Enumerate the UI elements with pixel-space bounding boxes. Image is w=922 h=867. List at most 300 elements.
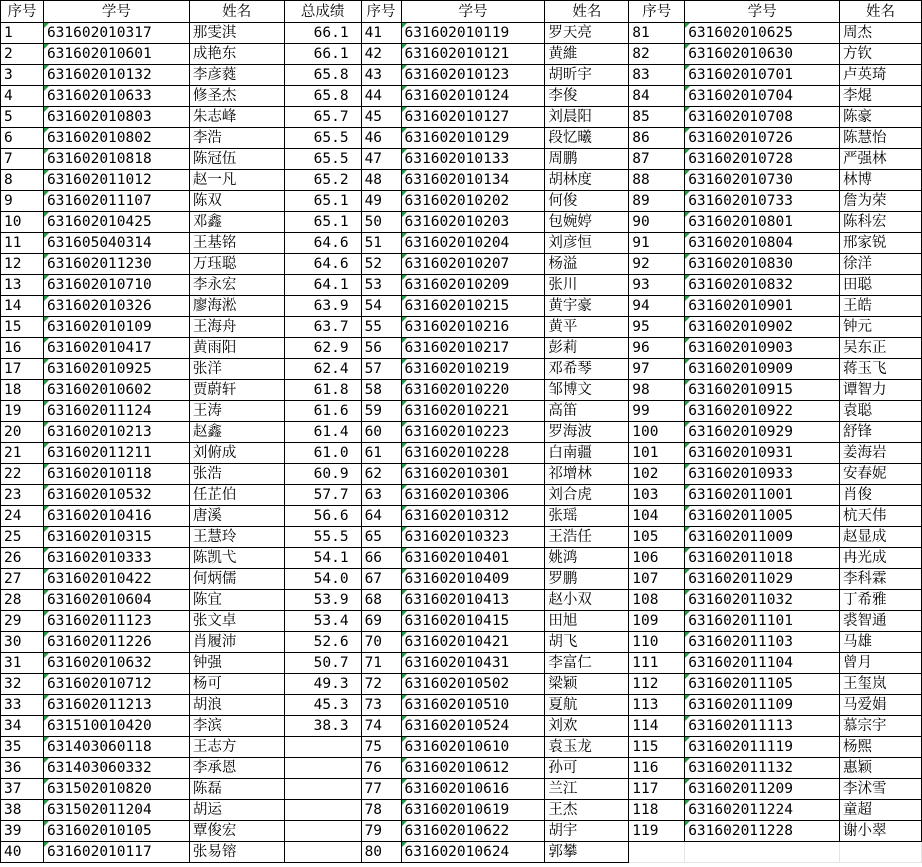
student-id-cell[interactable]: 631602010733 [685,191,840,212]
student-id-cell[interactable]: 631602011113 [685,716,840,737]
student-id-cell[interactable]: 631602010317 [43,23,189,44]
student-id-cell[interactable]: 631602010712 [43,674,189,695]
seq-cell[interactable]: 26 [1,548,44,569]
student-id-cell[interactable]: 631602011211 [43,443,189,464]
seq-cell[interactable]: 90 [629,212,685,233]
student-id-cell[interactable]: 631602010425 [43,212,189,233]
student-id-cell[interactable]: 631602010306 [401,485,545,506]
name-cell[interactable]: 罗鹏 [545,569,629,590]
seq-cell[interactable]: 60 [361,422,401,443]
seq-cell[interactable]: 35 [1,737,44,758]
seq-cell[interactable]: 46 [361,128,401,149]
student-id-cell[interactable]: 631602010134 [401,170,545,191]
score-cell[interactable]: 65.5 [284,149,361,170]
seq-cell[interactable]: 76 [361,758,401,779]
header-id[interactable]: 学号 [401,1,545,23]
seq-cell[interactable]: 110 [629,632,685,653]
student-id-cell[interactable]: 631602011105 [685,674,840,695]
seq-cell[interactable]: 112 [629,674,685,695]
student-id-cell[interactable]: 631602010633 [43,86,189,107]
student-id-cell[interactable]: 631510010420 [43,716,189,737]
name-cell[interactable]: 陈豪 [840,107,922,128]
score-cell[interactable]: 63.7 [284,317,361,338]
name-cell[interactable]: 李彦蕤 [189,65,284,86]
name-cell[interactable]: 王皓 [840,296,922,317]
student-id-cell[interactable]: 631602011119 [685,737,840,758]
seq-cell[interactable]: 89 [629,191,685,212]
student-id-cell[interactable]: 631602010929 [685,422,840,443]
name-cell[interactable]: 孙可 [545,758,629,779]
seq-cell[interactable]: 40 [1,842,44,863]
student-id-cell[interactable]: 631602010431 [401,653,545,674]
student-id-cell[interactable]: 631602010209 [401,275,545,296]
student-id-cell[interactable]: 631602010704 [685,86,840,107]
seq-cell[interactable]: 114 [629,716,685,737]
score-cell[interactable] [284,737,361,758]
seq-cell[interactable]: 27 [1,569,44,590]
student-id-cell[interactable]: 631602010203 [401,212,545,233]
score-cell[interactable] [284,842,361,863]
seq-cell[interactable]: 3 [1,65,44,86]
student-id-cell[interactable]: 631602011124 [43,401,189,422]
seq-cell[interactable]: 91 [629,233,685,254]
name-cell[interactable]: 王海舟 [189,317,284,338]
name-cell[interactable]: 李永宏 [189,275,284,296]
student-id-cell[interactable]: 631602010409 [401,569,545,590]
student-id-cell[interactable]: 631602010728 [685,149,840,170]
seq-cell[interactable]: 119 [629,821,685,842]
name-cell[interactable]: 李俊 [545,86,629,107]
name-cell[interactable]: 陈磊 [189,779,284,800]
name-cell[interactable]: 胡飞 [545,632,629,653]
seq-cell[interactable]: 6 [1,128,44,149]
seq-cell[interactable]: 96 [629,338,685,359]
score-cell[interactable]: 65.2 [284,170,361,191]
name-cell[interactable]: 胡运 [189,800,284,821]
seq-cell[interactable]: 31 [1,653,44,674]
score-cell[interactable]: 57.7 [284,485,361,506]
seq-cell[interactable]: 41 [361,23,401,44]
seq-cell[interactable]: 62 [361,464,401,485]
name-cell[interactable]: 黄雨阳 [189,338,284,359]
student-id-cell[interactable]: 631602010132 [43,65,189,86]
student-id-cell[interactable]: 631602010601 [43,44,189,65]
score-cell[interactable]: 61.6 [284,401,361,422]
seq-cell[interactable]: 75 [361,737,401,758]
student-id-cell[interactable]: 631602011018 [685,548,840,569]
score-cell[interactable]: 38.3 [284,716,361,737]
name-cell[interactable]: 包婉婷 [545,212,629,233]
seq-cell[interactable]: 118 [629,800,685,821]
student-id-cell[interactable]: 631502011204 [43,800,189,821]
name-cell[interactable]: 朱志峰 [189,107,284,128]
student-id-cell[interactable]: 631602010801 [685,212,840,233]
student-id-cell[interactable]: 631403060332 [43,758,189,779]
seq-cell[interactable]: 106 [629,548,685,569]
seq-cell[interactable]: 100 [629,422,685,443]
score-cell[interactable]: 61.4 [284,422,361,443]
seq-cell[interactable]: 94 [629,296,685,317]
name-cell[interactable]: 徐洋 [840,254,922,275]
score-cell[interactable]: 61.0 [284,443,361,464]
seq-cell[interactable]: 65 [361,527,401,548]
name-cell[interactable]: 高笛 [545,401,629,422]
student-id-cell[interactable]: 631602010221 [401,401,545,422]
student-id-cell[interactable]: 631602010416 [43,506,189,527]
score-cell[interactable]: 54.0 [284,569,361,590]
student-id-cell[interactable]: 631602010903 [685,338,840,359]
name-cell[interactable]: 刘欢 [545,716,629,737]
score-cell[interactable]: 65.1 [284,212,361,233]
header-name[interactable]: 姓名 [189,1,284,23]
name-cell[interactable]: 田聪 [840,275,922,296]
seq-cell[interactable]: 99 [629,401,685,422]
score-cell[interactable]: 64.6 [284,233,361,254]
seq-cell[interactable]: 25 [1,527,44,548]
score-cell[interactable]: 49.3 [284,674,361,695]
student-id-cell[interactable]: 631602011104 [685,653,840,674]
student-id-cell[interactable]: 631602010622 [401,821,545,842]
name-cell[interactable]: 李浩 [189,128,284,149]
student-id-cell[interactable]: 631602010922 [685,401,840,422]
student-id-cell[interactable]: 631602010202 [401,191,545,212]
student-id-cell[interactable]: 631602011123 [43,611,189,632]
student-id-cell[interactable]: 631602010933 [685,464,840,485]
student-id-cell[interactable]: 631602010832 [685,275,840,296]
name-cell[interactable]: 姜海岩 [840,443,922,464]
student-id-cell[interactable]: 631602010619 [401,800,545,821]
score-cell[interactable]: 52.6 [284,632,361,653]
name-cell[interactable]: 那雯淇 [189,23,284,44]
seq-cell[interactable]: 10 [1,212,44,233]
name-cell[interactable]: 兰江 [545,779,629,800]
student-id-cell[interactable]: 631602010901 [685,296,840,317]
empty-cell[interactable] [629,842,685,863]
student-id-cell[interactable]: 631602010118 [43,464,189,485]
seq-cell[interactable]: 1 [1,23,44,44]
score-cell[interactable] [284,758,361,779]
student-id-cell[interactable]: 631602010124 [401,86,545,107]
name-cell[interactable]: 王基铭 [189,233,284,254]
name-cell[interactable]: 郭攀 [545,842,629,863]
name-cell[interactable]: 王浩任 [545,527,629,548]
score-cell[interactable]: 66.1 [284,44,361,65]
seq-cell[interactable]: 32 [1,674,44,695]
student-id-cell[interactable]: 631602010902 [685,317,840,338]
seq-cell[interactable]: 23 [1,485,44,506]
student-id-cell[interactable]: 631602010625 [685,23,840,44]
name-cell[interactable]: 李滨 [189,716,284,737]
name-cell[interactable]: 陈凯弋 [189,548,284,569]
name-cell[interactable]: 陈冠伍 [189,149,284,170]
score-cell[interactable] [284,821,361,842]
seq-cell[interactable]: 4 [1,86,44,107]
name-cell[interactable]: 赵鑫 [189,422,284,443]
name-cell[interactable]: 杨可 [189,674,284,695]
name-cell[interactable]: 肖履沛 [189,632,284,653]
seq-cell[interactable]: 50 [361,212,401,233]
name-cell[interactable]: 惠颖 [840,758,922,779]
seq-cell[interactable]: 83 [629,65,685,86]
name-cell[interactable]: 王涛 [189,401,284,422]
name-cell[interactable]: 杨溢 [545,254,629,275]
seq-cell[interactable]: 71 [361,653,401,674]
seq-cell[interactable]: 68 [361,590,401,611]
name-cell[interactable]: 田旭 [545,611,629,632]
student-id-cell[interactable]: 631602010301 [401,464,545,485]
seq-cell[interactable]: 113 [629,695,685,716]
name-cell[interactable]: 方钦 [840,44,922,65]
name-cell[interactable]: 严强林 [840,149,922,170]
student-id-cell[interactable]: 631602010422 [43,569,189,590]
student-id-cell[interactable]: 631602010413 [401,590,545,611]
seq-cell[interactable]: 79 [361,821,401,842]
name-cell[interactable]: 詹为荣 [840,191,922,212]
student-id-cell[interactable]: 631602010326 [43,296,189,317]
student-id-cell[interactable]: 631602011109 [685,695,840,716]
seq-cell[interactable]: 9 [1,191,44,212]
student-id-cell[interactable]: 631602010830 [685,254,840,275]
name-cell[interactable]: 慕宗宇 [840,716,922,737]
student-id-cell[interactable]: 631602010109 [43,317,189,338]
name-cell[interactable]: 任芷伯 [189,485,284,506]
seq-cell[interactable]: 20 [1,422,44,443]
student-id-cell[interactable]: 631602010421 [401,632,545,653]
score-cell[interactable]: 66.1 [284,23,361,44]
student-id-cell[interactable]: 631602010502 [401,674,545,695]
name-cell[interactable]: 邓希琴 [545,359,629,380]
name-cell[interactable]: 钟强 [189,653,284,674]
seq-cell[interactable]: 95 [629,317,685,338]
student-id-cell[interactable]: 631602010710 [43,275,189,296]
seq-cell[interactable]: 12 [1,254,44,275]
seq-cell[interactable]: 33 [1,695,44,716]
seq-cell[interactable]: 57 [361,359,401,380]
score-cell[interactable]: 54.1 [284,548,361,569]
student-id-cell[interactable]: 631602010117 [43,842,189,863]
name-cell[interactable]: 陈双 [189,191,284,212]
header-seq[interactable]: 序号 [361,1,401,23]
student-id-cell[interactable]: 631602011209 [685,779,840,800]
seq-cell[interactable]: 73 [361,695,401,716]
name-cell[interactable]: 赵显成 [840,527,922,548]
student-id-cell[interactable]: 631602010207 [401,254,545,275]
name-cell[interactable]: 马雄 [840,632,922,653]
name-cell[interactable]: 童超 [840,800,922,821]
seq-cell[interactable]: 72 [361,674,401,695]
student-id-cell[interactable]: 631602010228 [401,443,545,464]
student-id-cell[interactable]: 631602011213 [43,695,189,716]
student-id-cell[interactable]: 631602011029 [685,569,840,590]
student-id-cell[interactable]: 631602010925 [43,359,189,380]
seq-cell[interactable]: 115 [629,737,685,758]
name-cell[interactable]: 唐溪 [189,506,284,527]
score-cell[interactable]: 65.1 [284,191,361,212]
name-cell[interactable]: 陈宜 [189,590,284,611]
student-id-cell[interactable]: 631602010217 [401,338,545,359]
name-cell[interactable]: 刘晨阳 [545,107,629,128]
seq-cell[interactable]: 111 [629,653,685,674]
name-cell[interactable]: 马爱娟 [840,695,922,716]
name-cell[interactable]: 张易镕 [189,842,284,863]
seq-cell[interactable]: 16 [1,338,44,359]
seq-cell[interactable]: 29 [1,611,44,632]
seq-cell[interactable]: 11 [1,233,44,254]
score-cell[interactable]: 65.7 [284,107,361,128]
seq-cell[interactable]: 85 [629,107,685,128]
student-id-cell[interactable]: 631602010909 [685,359,840,380]
student-id-cell[interactable]: 631602011005 [685,506,840,527]
student-id-cell[interactable]: 631602011224 [685,800,840,821]
student-id-cell[interactable]: 631602010726 [685,128,840,149]
student-id-cell[interactable]: 631602011228 [685,821,840,842]
score-cell[interactable]: 61.8 [284,380,361,401]
score-cell[interactable]: 50.7 [284,653,361,674]
name-cell[interactable]: 陈慧怡 [840,128,922,149]
name-cell[interactable]: 修圣杰 [189,86,284,107]
seq-cell[interactable]: 93 [629,275,685,296]
seq-cell[interactable]: 63 [361,485,401,506]
name-cell[interactable]: 陈科宏 [840,212,922,233]
seq-cell[interactable]: 69 [361,611,401,632]
name-cell[interactable]: 谢小翠 [840,821,922,842]
seq-cell[interactable]: 51 [361,233,401,254]
score-cell[interactable]: 62.9 [284,338,361,359]
name-cell[interactable]: 李沭雪 [840,779,922,800]
seq-cell[interactable]: 5 [1,107,44,128]
student-id-cell[interactable]: 631602010215 [401,296,545,317]
score-cell[interactable]: 55.5 [284,527,361,548]
name-cell[interactable]: 吴东正 [840,338,922,359]
student-id-cell[interactable]: 631602011132 [685,758,840,779]
name-cell[interactable]: 周鹏 [545,149,629,170]
student-id-cell[interactable]: 631602010616 [401,779,545,800]
student-id-cell[interactable]: 631602010730 [685,170,840,191]
student-id-cell[interactable]: 631602010604 [43,590,189,611]
score-cell[interactable]: 65.5 [284,128,361,149]
empty-cell[interactable] [685,842,840,863]
score-cell[interactable]: 56.6 [284,506,361,527]
student-id-cell[interactable]: 631602010129 [401,128,545,149]
seq-cell[interactable]: 102 [629,464,685,485]
name-cell[interactable]: 袁玉龙 [545,737,629,758]
seq-cell[interactable]: 13 [1,275,44,296]
seq-cell[interactable]: 64 [361,506,401,527]
name-cell[interactable]: 王慧玲 [189,527,284,548]
seq-cell[interactable]: 82 [629,44,685,65]
name-cell[interactable]: 白南疆 [545,443,629,464]
name-cell[interactable]: 卢英琦 [840,65,922,86]
score-cell[interactable]: 53.4 [284,611,361,632]
header-seq[interactable]: 序号 [1,1,44,23]
seq-cell[interactable]: 80 [361,842,401,863]
student-id-cell[interactable]: 631602010127 [401,107,545,128]
seq-cell[interactable]: 66 [361,548,401,569]
name-cell[interactable]: 王玺岚 [840,674,922,695]
seq-cell[interactable]: 48 [361,170,401,191]
student-id-cell[interactable]: 631602010223 [401,422,545,443]
seq-cell[interactable]: 7 [1,149,44,170]
seq-cell[interactable]: 2 [1,44,44,65]
seq-cell[interactable]: 44 [361,86,401,107]
student-id-cell[interactable]: 631602010630 [685,44,840,65]
seq-cell[interactable]: 105 [629,527,685,548]
score-cell[interactable]: 65.8 [284,86,361,107]
seq-cell[interactable]: 47 [361,149,401,170]
student-id-cell[interactable]: 631605040314 [43,233,189,254]
student-id-cell[interactable]: 631602010708 [685,107,840,128]
seq-cell[interactable]: 18 [1,380,44,401]
student-id-cell[interactable]: 631602010931 [685,443,840,464]
student-id-cell[interactable]: 631602010315 [43,527,189,548]
student-id-cell[interactable]: 631602010602 [43,380,189,401]
seq-cell[interactable]: 101 [629,443,685,464]
score-cell[interactable]: 60.9 [284,464,361,485]
name-cell[interactable]: 罗天亮 [545,23,629,44]
student-id-cell[interactable]: 631602010610 [401,737,545,758]
student-id-cell[interactable]: 631502010820 [43,779,189,800]
name-cell[interactable]: 梁颖 [545,674,629,695]
seq-cell[interactable]: 78 [361,800,401,821]
name-cell[interactable]: 黄維 [545,44,629,65]
score-cell[interactable]: 63.9 [284,296,361,317]
header-id[interactable]: 学号 [43,1,189,23]
student-id-cell[interactable]: 631602011009 [685,527,840,548]
seq-cell[interactable]: 116 [629,758,685,779]
seq-cell[interactable]: 59 [361,401,401,422]
seq-cell[interactable]: 30 [1,632,44,653]
score-cell[interactable]: 53.9 [284,590,361,611]
name-cell[interactable]: 李焜 [840,86,922,107]
header-name[interactable]: 姓名 [545,1,629,23]
student-id-cell[interactable]: 631602010401 [401,548,545,569]
name-cell[interactable]: 万珏聪 [189,254,284,275]
student-id-cell[interactable]: 631602010524 [401,716,545,737]
student-id-cell[interactable]: 631602010417 [43,338,189,359]
seq-cell[interactable]: 21 [1,443,44,464]
seq-cell[interactable]: 117 [629,779,685,800]
name-cell[interactable]: 夏航 [545,695,629,716]
student-id-cell[interactable]: 631602011226 [43,632,189,653]
student-id-cell[interactable]: 631602010105 [43,821,189,842]
name-cell[interactable]: 林博 [840,170,922,191]
seq-cell[interactable]: 14 [1,296,44,317]
seq-cell[interactable]: 103 [629,485,685,506]
name-cell[interactable]: 肖俊 [840,485,922,506]
name-cell[interactable]: 黄宇豪 [545,296,629,317]
name-cell[interactable]: 廖海淞 [189,296,284,317]
name-cell[interactable]: 周杰 [840,23,922,44]
name-cell[interactable]: 刘合虎 [545,485,629,506]
name-cell[interactable]: 段忆曦 [545,128,629,149]
student-id-cell[interactable]: 631602010204 [401,233,545,254]
name-cell[interactable]: 曾月 [840,653,922,674]
seq-cell[interactable]: 49 [361,191,401,212]
name-cell[interactable]: 胡林度 [545,170,629,191]
seq-cell[interactable]: 17 [1,359,44,380]
seq-cell[interactable]: 24 [1,506,44,527]
student-id-cell[interactable]: 631602010123 [401,65,545,86]
student-id-cell[interactable]: 631602011032 [685,590,840,611]
seq-cell[interactable]: 81 [629,23,685,44]
name-cell[interactable]: 钟元 [840,317,922,338]
student-id-cell[interactable]: 631602010701 [685,65,840,86]
seq-cell[interactable]: 107 [629,569,685,590]
seq-cell[interactable]: 77 [361,779,401,800]
score-cell[interactable]: 45.3 [284,695,361,716]
name-cell[interactable]: 胡昕宇 [545,65,629,86]
seq-cell[interactable]: 70 [361,632,401,653]
